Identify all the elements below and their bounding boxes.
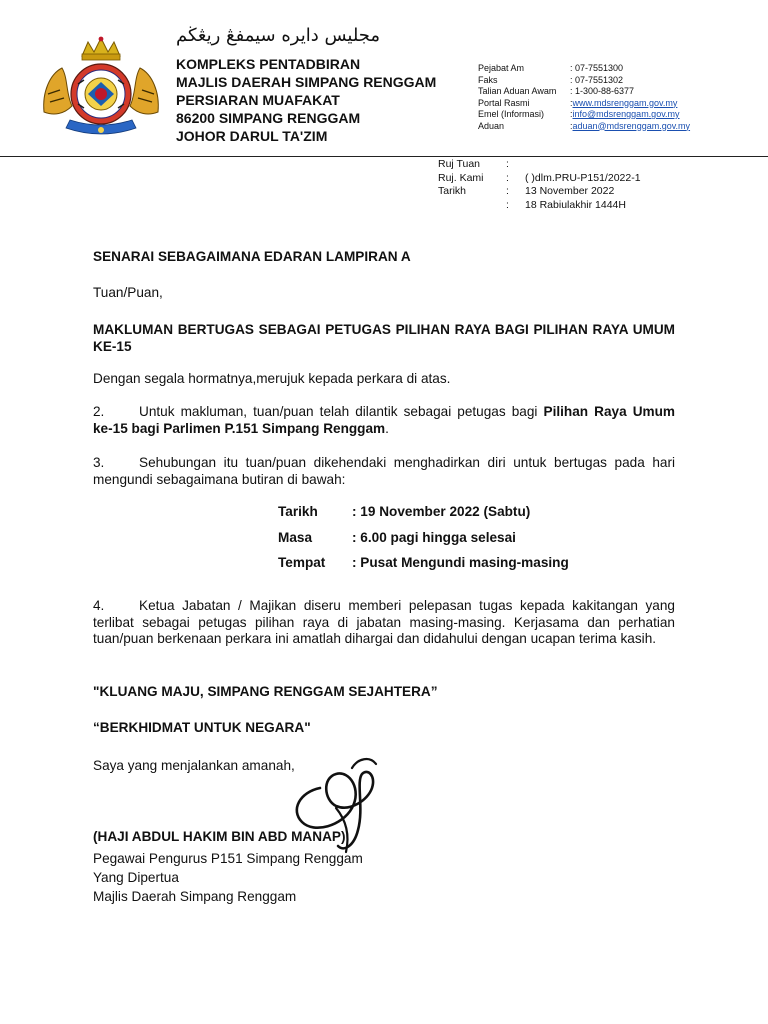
motto-line-1: "KLUANG MAJU, SIMPANG RENGGAM SEJAHTERA” (93, 684, 438, 699)
signatory-title: Yang Dipertua (93, 870, 179, 885)
paragraph-text: Ketua Jabatan / Majikan diseru memberi pelepasan tugas kepada kakitangan yang terlibat sebagai petugas pilihan raya di jabatan masing-masing. Kerjasama dan perhatian tuan/puan berkenaan perkara ini amatlah dihargai dan didahului dengan ucapan terima kasih. (93, 598, 675, 646)
council-address (176, 55, 436, 145)
contact-value: : (570, 109, 573, 119)
paragraph-number: 3. (93, 455, 105, 470)
contact-label: Aduan (478, 120, 505, 131)
detail-label: Tarikh (278, 504, 318, 519)
header-divider (0, 156, 768, 157)
address-line: JOHOR DARUL TA'ZIM (176, 128, 328, 144)
ref-colon: : (506, 171, 509, 184)
contact-label: Faks (478, 74, 498, 85)
detail-label: Masa (278, 529, 313, 545)
date-gregorian: 13 November 2022 (525, 185, 615, 197)
detail-value: : 19 November 2022 (Sabtu) (352, 504, 531, 519)
info-email-link[interactable]: info@mdsrenggam.gov.my (572, 109, 680, 119)
signatory-name: (HAJI ABDUL HAKIM BIN ABD MANAP) (93, 829, 346, 844)
paragraph-text: Sehubungan itu tuan/puan dikehendaki menghadirkan diri untuk bertugas pada hari mengundi sebagaimana butiran di bawah: (93, 455, 675, 487)
letter-subject: MAKLUMAN BERTUGAS SEBAGAI PETUGAS PILIHAN RAYA BAGI PILIHAN RAYA UMUM KE-15 (93, 322, 675, 354)
contact-value: : (570, 97, 573, 108)
date-hijri: 18 Rabiulakhir 1444H (525, 198, 626, 211)
paragraph-2 (93, 404, 675, 437)
contact-row-email-info (478, 109, 690, 121)
ref-colon: : (506, 185, 509, 197)
council-crest-icon (38, 34, 164, 142)
ruj-kami-value: ( )dlm.PRU-P151/2022-1 (525, 171, 641, 184)
contact-label: Pejabat Am (478, 63, 525, 73)
contact-row-email-complaint (478, 121, 690, 133)
salutation: Tuan/Puan, (93, 285, 163, 300)
detail-value: : Pusat Mengundi masing-masing (352, 555, 569, 570)
paragraph-end: . (385, 420, 389, 436)
ruj-kami-label: Ruj. Kami (438, 171, 484, 184)
ref-colon: : (506, 198, 509, 211)
tarikh-label: Tarikh (438, 185, 467, 197)
contact-label: Emel (Informasi) (478, 109, 545, 119)
list-title: SENARAI SEBAGAIMANA EDARAN LAMPIRAN A (93, 249, 411, 264)
council-name-jawi: مجليس دايره سيمفڠ ريڠڬم (176, 25, 381, 46)
address-line: 86200 SIMPANG RENGGAM (176, 110, 361, 126)
portal-link[interactable]: www.mdsrenggam.gov.my (572, 97, 678, 108)
contact-block (478, 63, 690, 132)
signatory-title: Pegawai Pengurus P151 Simpang Renggam (93, 851, 363, 866)
closing-line: Saya yang menjalankan amanah, (93, 758, 295, 773)
paragraph-text: Untuk makluman, tuan/puan telah dilantik sebagai petugas bagi (139, 404, 544, 419)
contact-row-fax (478, 75, 690, 87)
ref-colon: : (506, 158, 509, 170)
paragraph-number: 2. (93, 404, 105, 419)
paragraph-number: 4. (93, 598, 105, 613)
ruj-tuan-label: Ruj Tuan (438, 158, 481, 170)
contact-row-phone (478, 63, 690, 75)
contact-value: : 07-7551302 (570, 74, 624, 85)
motto-line-2: “BERKHIDMAT UNTUK NEGARA" (93, 720, 311, 735)
detail-value: : 6.00 pagi hingga selesai (352, 529, 516, 545)
paragraph-3 (93, 455, 675, 488)
election-name: Pilihan Raya Umum ke-15 bagi Parlimen P.151 Simpang Renggam (93, 404, 675, 436)
contact-label: Talian Aduan Awam (478, 86, 557, 96)
detail-label: Tempat (278, 555, 326, 570)
signatory-organisation: Majlis Daerah Simpang Renggam (93, 889, 297, 904)
contact-row-complaint-line (478, 86, 690, 98)
address-line: KOMPLEKS PENTADBIRAN (176, 56, 361, 72)
complaint-email-link[interactable]: aduan@mdsrenggam.gov.my (572, 120, 691, 131)
contact-value: : (570, 120, 573, 131)
contact-value: : 07-7551300 (570, 63, 624, 73)
contact-label: Portal Rasmi (478, 97, 530, 108)
address-line: PERSIARAN MUAFAKAT (176, 92, 340, 108)
contact-value: : 1-300-88-6377 (570, 86, 635, 96)
opening-line: Dengan segala hormatnya,merujuk kepada perkara di atas. (93, 371, 451, 386)
address-line: MAJLIS DAERAH SIMPANG RENGGAM (176, 74, 437, 90)
paragraph-4 (93, 598, 675, 648)
contact-row-portal (478, 98, 690, 110)
